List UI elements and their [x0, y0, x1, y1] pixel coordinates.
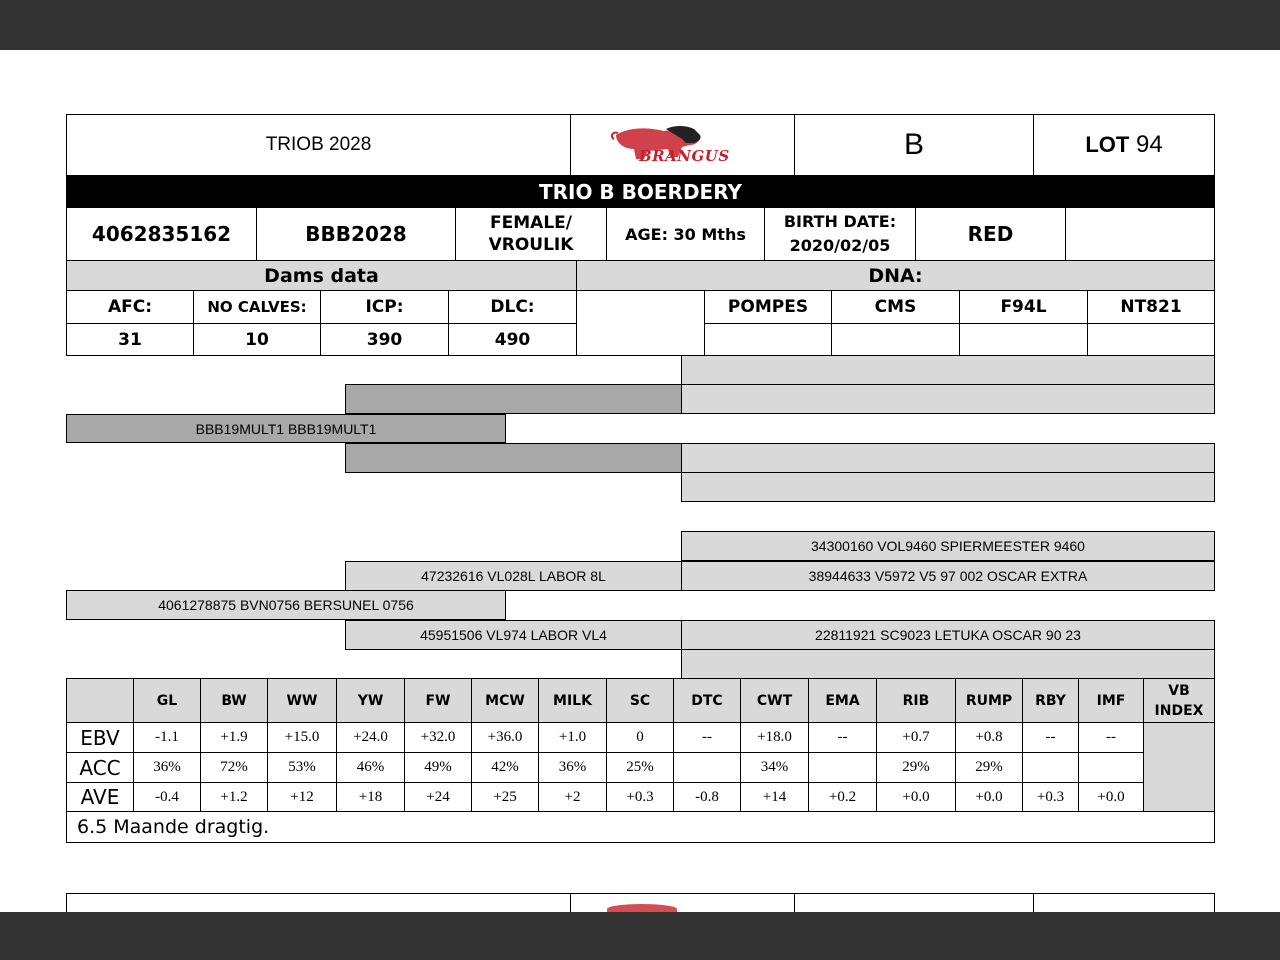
- dams-header-icp: ICP:: [320, 290, 449, 324]
- dams-data-title: Dams data: [66, 260, 577, 291]
- logo-text: BRANGUS: [639, 147, 730, 165]
- registration-number: 4062835162: [66, 207, 257, 261]
- ebv-col-header: CWT: [740, 678, 809, 723]
- dams-header-calves: NO CALVES:: [193, 290, 321, 324]
- dna-header-pompes: POMPES: [704, 290, 832, 324]
- age-field: AGE: 30 Mths: [606, 207, 765, 261]
- ebv-value-cell: +0.0: [876, 782, 956, 812]
- ebv-value-cell: --: [1022, 722, 1079, 753]
- ebv-value-cell: 53%: [267, 752, 337, 783]
- ebv-value-cell: 49%: [404, 752, 472, 783]
- ebv-value-cell: 25%: [606, 752, 674, 783]
- ebv-value-cell: [1022, 752, 1079, 783]
- brangus-logo: [570, 114, 795, 176]
- pedigree-dam-sire-dam: 38944633 V5972 V5 97 002 OSCAR EXTRA: [681, 561, 1215, 591]
- vb-line1: VB: [1168, 682, 1190, 699]
- dna-value-f94l: [959, 323, 1088, 356]
- ebv-value-cell: 29%: [955, 752, 1023, 783]
- ebv-value-cell: +0.3: [606, 782, 674, 812]
- ebv-value-cell: -1.1: [133, 722, 201, 753]
- sex-line1: FEMALE/: [490, 213, 572, 233]
- dams-value-icp: 390: [320, 323, 449, 356]
- dna-header-f94l: F94L: [959, 290, 1088, 324]
- ebv-col-header: SC: [606, 678, 674, 723]
- ebv-col-header: RIB: [876, 678, 956, 723]
- ebv-value-cell: +0.8: [955, 722, 1023, 753]
- dna-value-nt821: [1087, 323, 1215, 356]
- empty-info-cell: [1065, 207, 1215, 261]
- ebv-value-cell: +18.0: [740, 722, 809, 753]
- dna-header-cms: CMS: [831, 290, 960, 324]
- ebv-value-cell: [1078, 752, 1144, 783]
- ebv-col-header: YW: [336, 678, 405, 723]
- pedigree-dam-sire: 47232616 VL028L LABOR 8L: [345, 561, 682, 591]
- vb-index-value: [1143, 722, 1215, 812]
- ebv-value-cell: +14: [740, 782, 809, 812]
- ebv-row-label: AVE: [66, 782, 134, 812]
- ebv-col-header: MCW: [471, 678, 539, 723]
- ebv-value-cell: 36%: [538, 752, 607, 783]
- ebv-value-cell: --: [1078, 722, 1144, 753]
- ebv-row-label: EBV: [66, 722, 134, 753]
- ebv-value-cell: +0.7: [876, 722, 956, 753]
- ebv-value-cell: [673, 752, 741, 783]
- ebv-col-header: FW: [404, 678, 472, 723]
- ebv-value-cell: +24.0: [336, 722, 405, 753]
- ebv-value-cell: +0.3: [1022, 782, 1079, 812]
- ebv-value-cell: +32.0: [404, 722, 472, 753]
- pedigree-dam-dam-dam: [681, 649, 1215, 679]
- ebv-value-cell: +25: [471, 782, 539, 812]
- pedigree-dam-dam: 45951506 VL974 LABOR VL4: [345, 620, 682, 650]
- pedigree-dam: 4061278875 BVN0756 BERSUNEL 0756: [66, 590, 506, 620]
- dams-value-calves: 10: [193, 323, 321, 356]
- ebv-value-cell: +0.2: [808, 782, 877, 812]
- ebv-col-header: IMF: [1078, 678, 1144, 723]
- viewer-top-bar: [0, 0, 1280, 50]
- pedigree-sire-sire: [345, 384, 682, 414]
- ebv-corner: [66, 678, 134, 723]
- pedigree-sire-sire-sire: [681, 355, 1215, 385]
- ebv-col-header: RUMP: [955, 678, 1023, 723]
- pedigree-sire-dam: [345, 443, 682, 473]
- ebv-value-cell: --: [808, 722, 877, 753]
- ebv-value-cell: +36.0: [471, 722, 539, 753]
- birth-value: 2020/02/05: [789, 236, 891, 255]
- viewer-bottom-bar: [0, 912, 1280, 960]
- animal-id-header: TRIOB 2028: [66, 114, 571, 176]
- ebv-col-header: GL: [133, 678, 201, 723]
- pedigree-sire-sire-dam: [681, 384, 1215, 414]
- birth-label: BIRTH DATE:: [783, 212, 897, 231]
- lot-label: LOT: [1085, 132, 1130, 157]
- ebv-value-cell: +1.2: [200, 782, 268, 812]
- dna-value-pompes: [704, 323, 832, 356]
- breeder-banner: TRIO B BOERDERY: [66, 176, 1215, 208]
- class-letter: B: [794, 114, 1034, 176]
- ebv-value-cell: +2: [538, 782, 607, 812]
- pedigree-sire-dam-dam: [681, 472, 1215, 502]
- ebv-value-cell: +0.0: [955, 782, 1023, 812]
- ebv-value-cell: +0.0: [1078, 782, 1144, 812]
- ebv-col-header: EMA: [808, 678, 877, 723]
- ebv-value-cell: --: [673, 722, 741, 753]
- colour-field: RED: [915, 207, 1066, 261]
- ebv-value-cell: +15.0: [267, 722, 337, 753]
- ebv-value-cell: [808, 752, 877, 783]
- sex-line2: VROULIK: [488, 235, 574, 255]
- ebv-value-cell: -0.8: [673, 782, 741, 812]
- ebv-value-cell: 36%: [133, 752, 201, 783]
- ebv-col-header: BW: [200, 678, 268, 723]
- animal-tag: BBB2028: [256, 207, 456, 261]
- ebv-value-cell: 0: [606, 722, 674, 753]
- ebv-value-cell: 72%: [200, 752, 268, 783]
- ebv-col-header: RBY: [1022, 678, 1079, 723]
- vb-index-header: [1143, 678, 1215, 723]
- dams-value-afc: 31: [66, 323, 194, 356]
- ebv-col-header: MILK: [538, 678, 607, 723]
- ebv-value-cell: +12: [267, 782, 337, 812]
- ebv-value-cell: +1.9: [200, 722, 268, 753]
- dams-header-afc: AFC:: [66, 290, 194, 324]
- pedigree-dam-sire-sire: 34300160 VOL9460 SPIERMEESTER 9460: [681, 531, 1215, 561]
- lot-number: 94: [1135, 131, 1163, 158]
- dna-header-nt821: NT821: [1087, 290, 1215, 324]
- ebv-value-cell: 46%: [336, 752, 405, 783]
- ebv-value-cell: +1.0: [538, 722, 607, 753]
- dna-title: DNA:: [576, 260, 1215, 291]
- ebv-col-header: WW: [267, 678, 337, 723]
- ebv-value-cell: 42%: [471, 752, 539, 783]
- ebv-value-cell: +18: [336, 782, 405, 812]
- birth-date-field: [764, 207, 916, 261]
- pedigree-dam-dam-sire: 22811921 SC9023 LETUKA OSCAR 90 23: [681, 620, 1215, 650]
- notes-field: 6.5 Maande dragtig.: [66, 811, 1215, 843]
- ebv-row-label: ACC: [66, 752, 134, 783]
- pedigree-sire-dam-sire: [681, 443, 1215, 473]
- dams-header-dlc: DLC:: [448, 290, 577, 324]
- vb-line2: INDEX: [1154, 702, 1204, 719]
- ebv-value-cell: 34%: [740, 752, 809, 783]
- dna-blank-cell: [576, 290, 705, 356]
- dna-value-cms: [831, 323, 960, 356]
- ebv-value-cell: +24: [404, 782, 472, 812]
- pedigree-sire: BBB19MULT1 BBB19MULT1: [66, 414, 506, 443]
- lot-box: [1033, 114, 1215, 176]
- ebv-value-cell: 29%: [876, 752, 956, 783]
- sex-field: [455, 207, 607, 261]
- dams-value-dlc: 490: [448, 323, 577, 356]
- ebv-col-header: DTC: [673, 678, 741, 723]
- ebv-value-cell: -0.4: [133, 782, 201, 812]
